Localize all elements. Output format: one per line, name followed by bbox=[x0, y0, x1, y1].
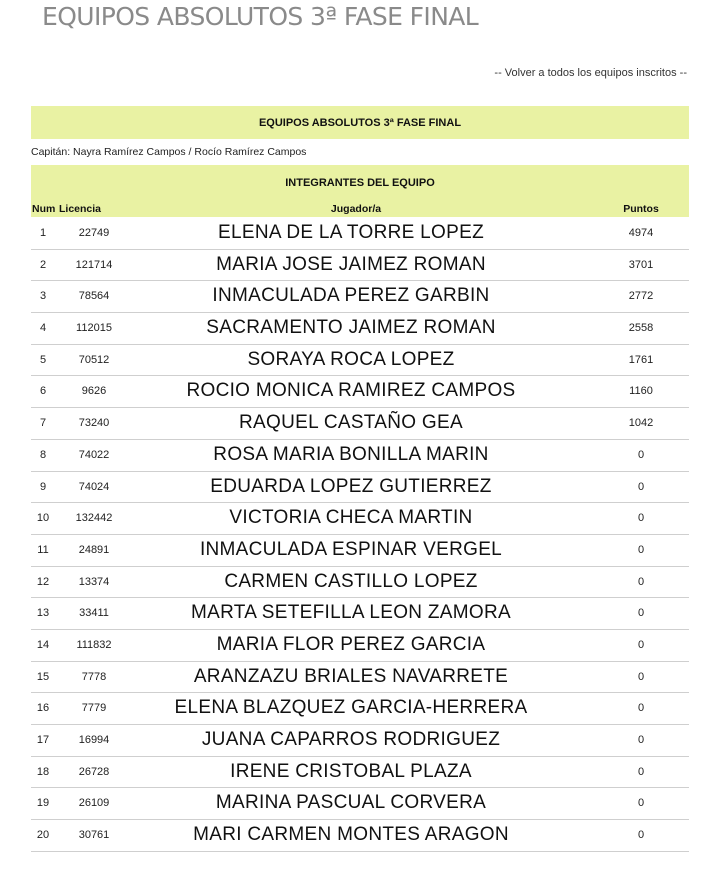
table-row bbox=[31, 376, 689, 408]
row-num: 14 bbox=[36, 638, 50, 651]
row-num: 10 bbox=[36, 512, 50, 525]
table-row bbox=[31, 757, 689, 789]
row-num: 6 bbox=[39, 385, 47, 398]
header-player: Jugador/a bbox=[330, 203, 382, 215]
team-table-header bbox=[31, 165, 689, 217]
row-player: ELENA BLAZQUEZ GARCIA-HERRERA bbox=[174, 697, 528, 719]
table-row bbox=[31, 440, 689, 472]
row-player: RAQUEL CASTAÑO GEA bbox=[239, 412, 463, 434]
row-points: 0 bbox=[637, 607, 645, 620]
team-table-title: INTEGRANTES DEL EQUIPO bbox=[285, 177, 435, 189]
row-num: 1 bbox=[39, 227, 47, 239]
row-license: 22749 bbox=[78, 227, 110, 239]
row-points: 2772 bbox=[628, 290, 654, 303]
row-license: 26728 bbox=[78, 765, 110, 778]
row-license: 33411 bbox=[79, 607, 109, 620]
row-num: 3 bbox=[39, 290, 47, 303]
row-points: 0 bbox=[637, 480, 645, 493]
row-num: 15 bbox=[36, 670, 50, 683]
row-license: 24891 bbox=[78, 543, 110, 556]
row-player: MARIA FLOR PEREZ GARCIA bbox=[216, 633, 486, 655]
row-points: 0 bbox=[637, 543, 645, 556]
table-row bbox=[31, 788, 689, 820]
row-license: 74022 bbox=[78, 448, 110, 461]
banner-title: EQUIPOS ABSOLUTOS 3ª FASE FINAL bbox=[258, 116, 462, 129]
row-license: 7778 bbox=[81, 670, 107, 683]
row-points: 4974 bbox=[628, 227, 654, 239]
row-points: 0 bbox=[637, 829, 645, 842]
table-row bbox=[31, 535, 689, 567]
row-license: 7779 bbox=[81, 702, 107, 715]
row-player: INMACULADA PEREZ GARBIN bbox=[212, 285, 490, 307]
table-row bbox=[31, 662, 689, 694]
row-player: ROSA MARIA BONILLA MARIN bbox=[213, 443, 489, 465]
row-num: 19 bbox=[36, 797, 50, 810]
row-player: JUANA CAPARROS RODRIGUEZ bbox=[201, 729, 501, 750]
table-row bbox=[31, 408, 689, 440]
row-license: 16994 bbox=[78, 734, 110, 746]
row-license: 74024 bbox=[78, 480, 110, 493]
row-points: 0 bbox=[637, 575, 645, 588]
row-license: 112015 bbox=[76, 322, 112, 335]
row-points: 2558 bbox=[628, 322, 654, 335]
row-points: 0 bbox=[637, 638, 645, 651]
table-row bbox=[31, 598, 689, 630]
team-table-body bbox=[31, 218, 689, 852]
row-player: MARI CARMEN MONTES ARAGON bbox=[193, 824, 509, 846]
table-row bbox=[31, 725, 689, 757]
row-points: 0 bbox=[637, 765, 645, 778]
captain-text: Capitán: Nayra Ramírez Campos / Rocío Ramírez Campos bbox=[31, 146, 307, 158]
table-row bbox=[31, 630, 689, 662]
row-license: 132442 bbox=[75, 512, 113, 525]
row-player: IRENE CRISTOBAL PLAZA bbox=[230, 760, 472, 782]
row-points: 0 bbox=[637, 734, 645, 746]
row-num: 13 bbox=[36, 607, 50, 620]
table-row bbox=[31, 218, 689, 250]
row-num: 5 bbox=[39, 353, 47, 366]
row-num: 16 bbox=[36, 702, 50, 715]
row-num: 17 bbox=[36, 734, 50, 746]
row-license: 26109 bbox=[78, 797, 110, 810]
row-player: ELENA DE LA TORRE LOPEZ bbox=[218, 222, 484, 243]
row-num: 12 bbox=[36, 575, 50, 588]
row-player: SACRAMENTO JAIMEZ ROMAN bbox=[206, 317, 496, 339]
row-num: 11 bbox=[37, 543, 49, 556]
row-license: 70512 bbox=[78, 353, 110, 366]
header-license: Licencia bbox=[59, 203, 102, 215]
row-player: SORAYA ROCA LOPEZ bbox=[247, 348, 455, 370]
row-points: 0 bbox=[637, 448, 645, 461]
competition-banner bbox=[31, 106, 689, 139]
row-points: 0 bbox=[637, 512, 645, 525]
row-license: 73240 bbox=[78, 417, 110, 430]
row-license: 78564 bbox=[78, 290, 110, 303]
row-player: EDUARDA LOPEZ GUTIERREZ bbox=[210, 475, 492, 497]
row-num: 4 bbox=[39, 322, 47, 335]
row-license: 9626 bbox=[81, 385, 107, 398]
row-license: 121714 bbox=[75, 258, 113, 271]
row-player: VICTORIA CHECA MARTIN bbox=[229, 507, 473, 529]
table-row bbox=[31, 503, 689, 535]
row-player: ARANZAZU BRIALES NAVARRETE bbox=[193, 665, 509, 687]
row-player: MARINA PASCUAL CORVERA bbox=[215, 792, 487, 814]
row-num: 2 bbox=[39, 258, 47, 271]
table-row bbox=[31, 472, 689, 504]
table-row bbox=[31, 693, 689, 725]
row-num: 9 bbox=[39, 480, 47, 493]
row-points: 3701 bbox=[628, 258, 654, 271]
row-player: INMACULADA ESPINAR VERGEL bbox=[199, 538, 503, 560]
table-row bbox=[31, 281, 689, 313]
row-license: 13374 bbox=[78, 575, 110, 588]
header-points: Puntos bbox=[623, 203, 659, 215]
table-row bbox=[31, 820, 689, 852]
row-license: 30761 bbox=[78, 829, 110, 842]
table-row bbox=[31, 313, 689, 345]
page-title: EQUIPOS ABSOLUTOS 3ª FASE FINAL bbox=[42, 2, 479, 31]
row-points: 1042 bbox=[628, 417, 654, 430]
row-player: CARMEN CASTILLO LOPEZ bbox=[224, 570, 478, 592]
header-num: Num bbox=[32, 203, 56, 215]
table-row bbox=[31, 345, 689, 377]
row-points: 0 bbox=[637, 797, 645, 810]
row-player: MARTA SETEFILLA LEON ZAMORA bbox=[191, 602, 511, 624]
row-num: 18 bbox=[36, 765, 50, 778]
table-row bbox=[31, 250, 689, 282]
row-points: 1761 bbox=[628, 353, 654, 366]
row-player: MARIA JOSE JAIMEZ ROMAN bbox=[216, 253, 486, 275]
row-num: 8 bbox=[39, 448, 47, 461]
row-num: 20 bbox=[36, 829, 50, 842]
row-points: 0 bbox=[637, 670, 645, 683]
row-license: 111832 bbox=[76, 638, 112, 651]
row-player: ROCIO MONICA RAMIREZ CAMPOS bbox=[186, 380, 516, 402]
row-num: 7 bbox=[39, 417, 47, 430]
row-points: 0 bbox=[637, 702, 645, 715]
row-points: 1160 bbox=[629, 385, 653, 398]
table-row bbox=[31, 567, 689, 599]
back-to-teams-link[interactable]: -- Volver a todos los equipos inscritos -- bbox=[494, 67, 687, 79]
